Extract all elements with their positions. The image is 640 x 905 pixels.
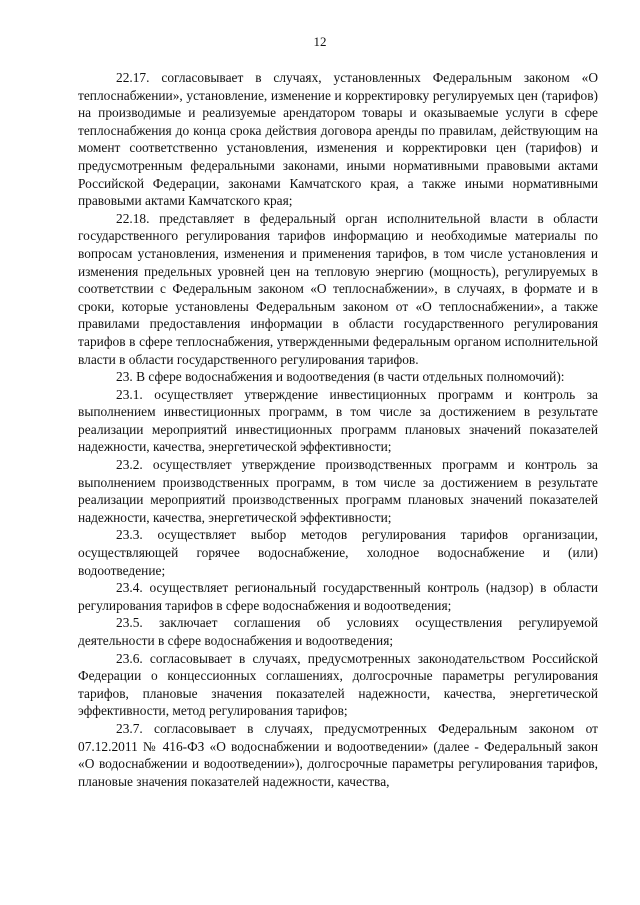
paragraph-23-1: 23.1. осуществляет утверждение инвестиционных программ и контроль за выполнением инвестиционных программ, в том числе за достижением в результате реализации мероприятий инвестиционных программ плановых значений показателей надежности, качества, энергетической эффективности; (78, 386, 598, 455)
paragraph-23-4: 23.4. осуществляет региональный государственный контроль (надзор) в области регулирования тарифов в сфере водоснабжения и водоотведения; (78, 580, 598, 613)
paragraph-23-2: 23.2. осуществляет утверждение производственных программ и контроль за выполнением производственных программ, в том числе за достижением в результате реализации мероприятий производственных программ плановых значений показателей надежности, качества, энергетической эффективности; (78, 457, 598, 525)
paragraph-22-17: 22.17. согласовывает в случаях, установленных Федеральным законом «О теплоснабжении», установление, изменение и корректировку регулируемых цен (тарифов) на производимые и реализуемые арендатором товары и оказываемые услуги в сфере теплоснабжения до конца срока действия договора аренды по правилам, действующим на момент соответственно установления, изменения и корректировки цен (тарифов) и предусмотренным федеральными законами, иными нормативными правовыми актами Российской Федерации, законами Камчатского края, а также иными нормативными правовыми актами Камчатского края; (78, 70, 598, 209)
paragraph-23-7: 23.7. согласовывает в случаях, предусмотренных Федеральным законом от 07.12.2011 № 416-ФЗ «О водоснабжении и водоотведении» (далее - Федеральный закон «О водоснабжении и водоотведении»), долгосрочные параметры регулирования тарифов, плановые значения показателей надежности, качества, (78, 720, 598, 789)
paragraph-23-3: 23.3. осуществляет выбор методов регулирования тарифов организации, осуществляющей горячее водоснабжение, холодное водоснабжение и (или) водоотведение; (78, 527, 598, 578)
paragraph-22-18: 22.18. представляет в федеральный орган исполнительной власти в области государственного регулирования тарифов информацию и необходимые материалы по вопросам установления, изменения и применения тарифов, в том числе установления и изменения предельных уровней цен на тепловую энергию (мощность), регулируемых в соответствии с Федеральным законом «О теплоснабжении», в случаях, в формате и в сроки, которые установлены Федеральным законом от «О теплоснабжении», а также правилами предоставления информации в области государственного регулирования тарифов в сфере теплоснабжения, утвержденными федеральным органом исполнительной власти в области государственного регулирования тарифов. (78, 210, 598, 367)
document-body (78, 69, 598, 790)
page-number: 12 (313, 34, 327, 49)
paragraph-23: 23. В сфере водоснабжения и водоотведения (в части отдельных полномочий): (116, 369, 565, 385)
paragraph-23-5: 23.5. заключает соглашения об условиях осуществления регулируемой деятельности в сфере водоснабжения и водоотведения; (78, 615, 598, 648)
paragraph-23-6: 23.6. согласовывает в случаях, предусмотренных законодательством Российской Федерации о концессионных соглашениях, долгосрочные параметры регулирования тарифов, плановые значения показателей надежности, качества, энергетической эффективности, метод регулирования тарифов; (78, 650, 598, 719)
